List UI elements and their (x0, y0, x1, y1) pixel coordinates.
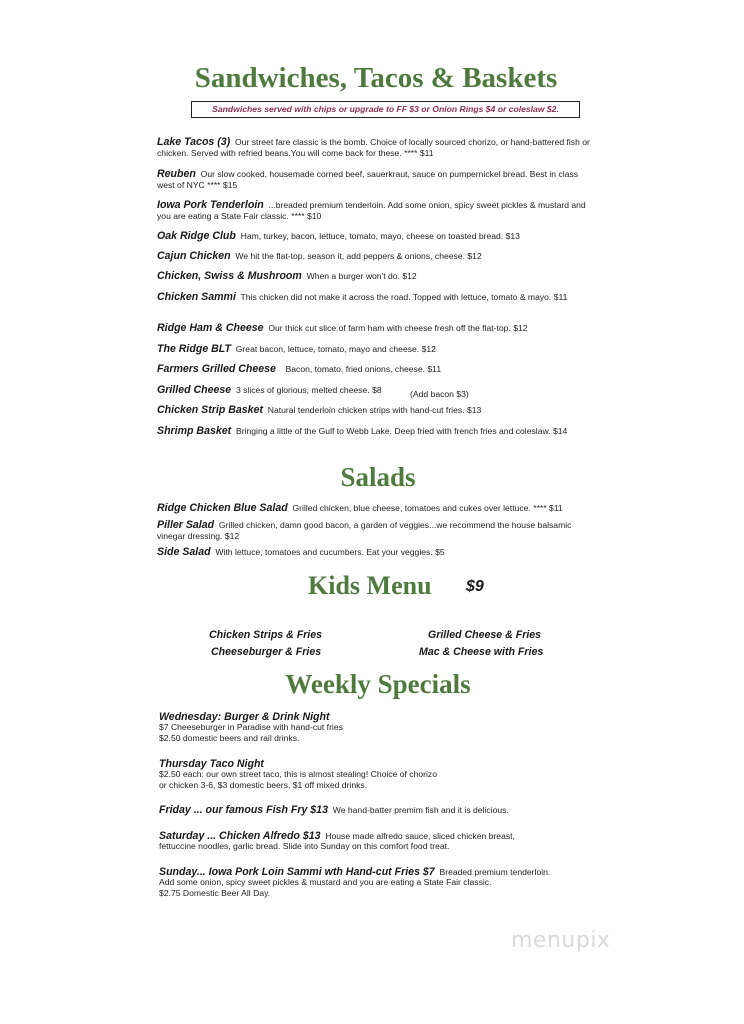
item-name: Side Salad (157, 546, 211, 558)
special-name: Thursday Taco Night (159, 758, 264, 770)
item-desc: Natural tenderloin chicken strips with hand-cut fries. $13 (267, 405, 482, 415)
special-name: Sunday... Iowa Pork Loin Sammi wth Hand-cut Fries $7 (159, 866, 435, 878)
item-name: Chicken Sammi (157, 291, 236, 303)
menu-item-ridge-blt (157, 344, 597, 355)
item-name: Cajun Chicken (157, 250, 231, 262)
item-name: Shrimp Basket (157, 425, 232, 437)
sandwiches-heading: Sandwiches, Tacos & Baskets (194, 62, 558, 94)
menu-item-iowa-pork-tenderloin (157, 200, 597, 221)
item-name: Reuben (157, 168, 196, 180)
special-desc: Breaded premium tenderloin. (439, 867, 551, 877)
item-desc: Our thick cut slice of farm ham with cheese fresh off the flat-top. $12 (268, 323, 528, 333)
item-desc: ...breaded premium tenderloin. Add some onion, spicy sweet pickles & mustard and you are eating a State Fair classic. **** $10 (157, 200, 586, 221)
kids-menu-heading: Kids Menu (308, 571, 432, 600)
special-saturday (159, 831, 589, 852)
item-name: Farmers Grilled Cheese (157, 363, 276, 375)
menu-item-chicken-sammi (157, 292, 597, 303)
special-line: or chicken 3-6, $3 domestic beers, $1 off mixed drinks. (159, 779, 368, 790)
item-desc: 3 slices of glorious, melted cheese. $8 (235, 385, 382, 395)
kids-item-grilled-cheese: Grilled Cheese & Fries (428, 629, 542, 641)
item-desc: Our street fare classic is the bomb. Choice of locally sourced chorizo, or hand-battered fish or chicken. Served with refried beans.You will come back for these. **** $11 (157, 137, 590, 158)
item-name: Oak Ridge Club (157, 230, 236, 242)
kids-menu-price: $9 (466, 578, 484, 595)
menu-item-lake-tacos (157, 137, 597, 158)
special-name: Saturday ... Chicken Alfredo $13 (159, 830, 321, 842)
add-bacon-note: (Add bacon $3) (410, 389, 469, 399)
menu-item-cajun-chicken (157, 251, 597, 262)
item-desc: With lettuce, tomatoes and cucumbers. Eat your veggies. $5 (215, 547, 445, 557)
menupix-watermark: menupix (511, 928, 611, 953)
kids-item-cheeseburger: Cheeseburger & Fries (211, 646, 322, 658)
item-name: Ridge Chicken Blue Salad (157, 502, 288, 514)
salads-heading: Salads (340, 462, 416, 492)
weekly-specials-heading: Weekly Specials (285, 669, 471, 699)
item-name: Grilled Cheese (157, 384, 232, 396)
special-desc: House made alfredo sauce, sliced chicken breast, (325, 831, 515, 841)
item-desc: Grilled chicken, damn good bacon, a garden of veggies...we recommend the house balsamic vinegar dressing. $12 (157, 520, 572, 541)
item-desc: This chicken did not make it across the road. Topped with lettuce, tomato & mayo. $11 (240, 292, 568, 302)
item-desc: Bacon, tomato, fried onions, cheese. $11 (285, 364, 442, 374)
menu-item-ridge-ham-cheese (157, 323, 597, 334)
special-line: fettuccine noodles, garlic bread. Slide into Sunday on this comfort food treat. (159, 841, 450, 852)
item-desc: Our slow cooked, housemade corned beef, sauerkraut, sauce on pumpernickel bread. Best in class west of NYC **** $15 (157, 169, 579, 190)
special-thursday (159, 759, 589, 790)
item-name: The Ridge BLT (157, 343, 231, 355)
special-wednesday (159, 712, 589, 743)
item-name: Piller Salad (157, 519, 215, 531)
menu-item-side-salad (157, 547, 597, 558)
special-line: $2.50 each: our own street taco, this is almost stealing! Choice of chorizo (159, 769, 438, 780)
menu-item-reuben (157, 169, 597, 190)
special-line: $2.75 Domestic Beer All Day. (159, 887, 271, 898)
menu-item-ridge-chicken-blue-salad (157, 503, 597, 514)
special-line: $7 Cheeseburger in Paradise with hand-cut fries (159, 722, 343, 733)
special-line: Add some onion, spicy sweet pickles & mustard and you are eating a State Fair classic. (159, 877, 492, 888)
item-name: Ridge Ham & Cheese (157, 322, 264, 334)
special-desc: We hand-batter premim fish and it is delicious. (332, 805, 509, 815)
menu-item-oak-ridge-club (157, 231, 597, 242)
kids-item-chicken-strips: Chicken Strips & Fries (209, 629, 323, 641)
menu-item-chicken-swiss-mushroom (157, 271, 597, 282)
menu-item-chicken-strip-basket (157, 405, 597, 416)
item-name: Chicken Strip Basket (157, 404, 263, 416)
item-desc: Ham, turkey, bacon, lettuce, tomato, mayo, cheese on toasted bread. $13 (240, 231, 520, 241)
menu-item-piller-salad (157, 520, 597, 541)
item-desc: Great bacon, lettuce, tomato, mayo and cheese. $12 (235, 344, 436, 354)
item-desc: Grilled chicken, blue cheese, tomatoes and cukes over lettuce. **** $11 (292, 503, 563, 513)
menu-item-grilled-cheese (157, 385, 597, 396)
special-friday (159, 805, 589, 815)
sides-notice: Sandwiches served with chips or upgrade to FF $3 or Onion Rings $4 or coleslaw $2. (191, 101, 580, 118)
item-name: Chicken, Swiss & Mushroom (157, 270, 302, 282)
special-sunday (159, 867, 589, 898)
item-desc: Bringing a little of the Gulf to Webb Lake. Deep fried with french fries and coleslaw. $14 (235, 426, 568, 436)
kids-item-mac-cheese: Mac & Cheese with Fries (419, 646, 544, 658)
menu-item-shrimp-basket (157, 426, 597, 437)
special-name: Friday ... our famous Fish Fry $13 (159, 804, 328, 816)
item-desc: We hit the flat-top, season it, add peppers & onions, cheese. $12 (235, 251, 482, 261)
special-name: Wednesday: Burger & Drink Night (159, 711, 330, 723)
item-name: Lake Tacos (3) (157, 136, 231, 148)
item-name: Iowa Pork Tenderloin (157, 199, 264, 211)
special-line: $2.50 domestic beers and rail drinks. (159, 732, 300, 743)
menu-item-farmers-grilled-cheese (157, 364, 597, 375)
item-desc: When a burger won't do. $12 (306, 271, 417, 281)
